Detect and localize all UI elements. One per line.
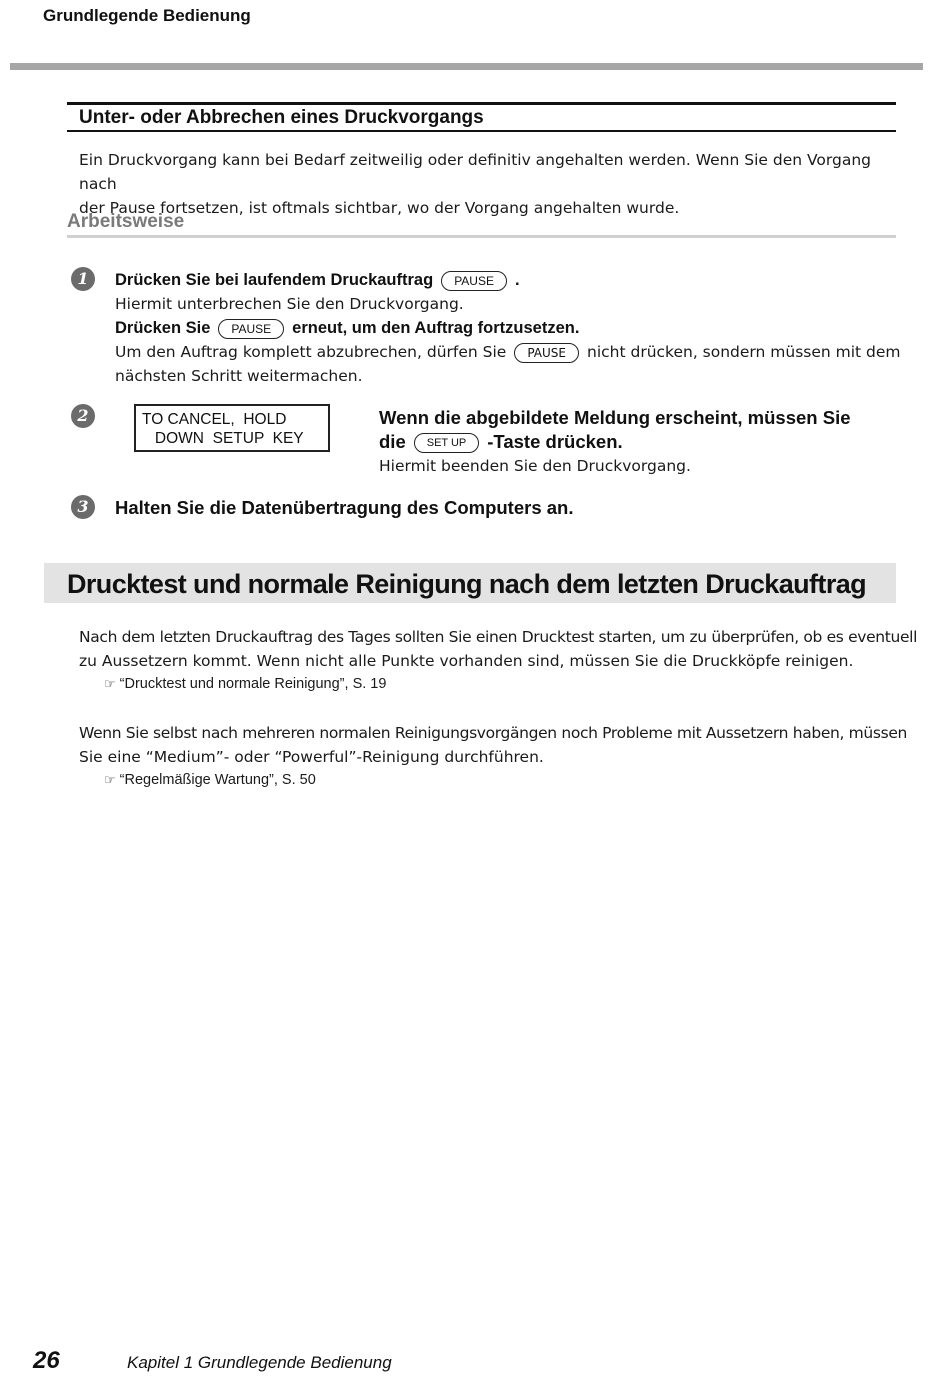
step-1-period: .	[514, 271, 520, 289]
paragraph-cleaning	[79, 721, 907, 769]
step-1	[115, 268, 901, 388]
step-number-2: 2	[71, 404, 95, 428]
setup-text-before: die	[379, 431, 406, 452]
pause-key: PAUSE	[441, 271, 507, 291]
paragraph-line: Sie eine “Medium”- oder “Powerful”-Reinigung durchführen.	[79, 748, 544, 766]
paragraph-line: Nach dem letzten Druckauftrag des Tages sollten Sie einen Drucktest starten, um zu überprüfen, ob es eventuell	[79, 628, 918, 646]
lcd-line-2: DOWN SETUP KEY	[142, 430, 304, 447]
pause-key: PAUSE	[514, 343, 579, 363]
pointing-hand-icon: ☞	[104, 677, 116, 692]
reference-link-maintenance[interactable]	[104, 772, 316, 788]
intro-line: Ein Druckvorgang kann bei Bedarf zeitweilig oder definitiv angehalten werden. Wenn Sie den Vorgang nach	[79, 151, 871, 193]
reference-text: “Regelmäßige Wartung”, S. 50	[119, 772, 316, 788]
resume-text-after: erneut, um den Auftrag fortzusetzen.	[292, 319, 580, 337]
step-number-3: 3	[71, 495, 95, 519]
header-rule	[10, 63, 923, 70]
running-header: Grundlegende Bedienung	[43, 6, 251, 25]
subheading-procedure: Arbeitsweise	[67, 211, 185, 232]
intro-line: der Pause fortsetzen, ist oftmals sichtbar, wo der Vorgang angehalten wurde.	[79, 199, 680, 217]
lcd-line-1: TO CANCEL, HOLD	[142, 411, 287, 428]
paragraph-line: zu Aussetzern kommt. Wenn nicht alle Punkte vorhanden sind, müssen Sie die Druckköpfe reinigen.	[79, 652, 854, 670]
paragraph-line: Wenn Sie selbst nach mehreren normalen Reinigungsvorgängen noch Probleme mit Aussetzern haben, müssen	[79, 724, 907, 742]
setup-text-after: -Taste drücken.	[487, 431, 623, 452]
step-number-1: 1	[71, 267, 95, 291]
cancel-text-before: Um den Auftrag komplett abzubrechen, dürfen Sie	[115, 343, 507, 361]
setup-key: SET UP	[414, 433, 480, 453]
cancel-text-after: nicht drücken, sondern müssen mit dem	[587, 343, 901, 361]
section-title-test-cleaning: Drucktest und normale Reinigung nach dem letzten Druckauftrag	[67, 569, 867, 599]
step-2	[379, 406, 851, 478]
step-2-result: Hiermit beenden Sie den Druckvorgang.	[379, 457, 691, 475]
chapter-footer: Kapitel 1 Grundlegende Bedienung	[127, 1353, 392, 1372]
step-2-instruction-cont	[379, 430, 851, 454]
step-1-result: Hiermit unterbrechen Sie den Druckvorgang.	[115, 295, 464, 313]
resume-text-before: Drücken Sie	[115, 319, 211, 337]
step-1-text: Drücken Sie bei laufendem Druckauftrag	[115, 271, 434, 289]
step-1-resume	[115, 316, 901, 340]
reference-text: “Drucktest und normale Reinigung”, S. 19	[119, 676, 387, 692]
section-title-pause-cancel: Unter- oder Abbrechen eines Druckvorgangs	[67, 102, 896, 132]
subheading-rule	[67, 235, 896, 238]
step-1-cancel-note-cont: nächsten Schritt weitermachen.	[115, 367, 363, 385]
step-1-cancel-note	[115, 340, 901, 364]
paragraph-test	[79, 625, 918, 673]
section-intro	[79, 148, 899, 220]
page-number: 26	[33, 1347, 60, 1374]
lcd-display-message	[134, 404, 330, 452]
step-2-instruction: Wenn die abgebildete Meldung erscheint, müssen Sie	[379, 407, 851, 428]
step-1-instruction	[115, 268, 901, 292]
pointing-hand-icon: ☞	[104, 773, 116, 788]
step-3-instruction: Halten Sie die Datenübertragung des Computers an.	[115, 497, 574, 518]
reference-link-test[interactable]	[104, 676, 386, 692]
pause-key: PAUSE	[218, 319, 284, 339]
